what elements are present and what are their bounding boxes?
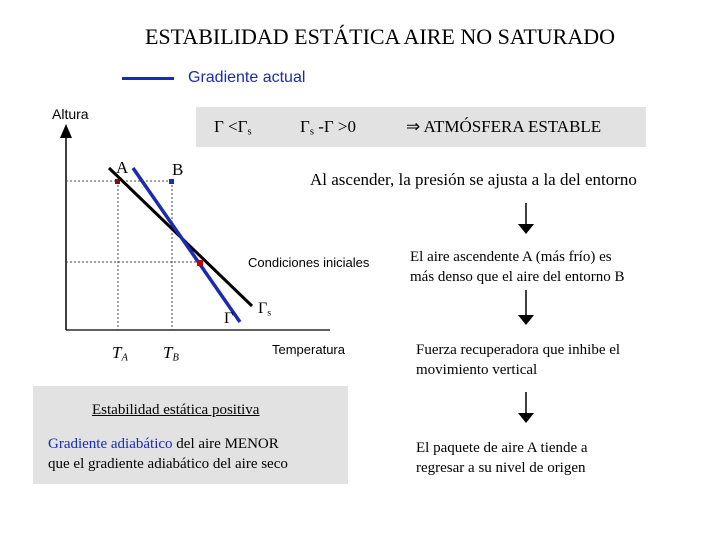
gamma-symbol: Γ bbox=[214, 117, 224, 136]
subscript-s: s bbox=[267, 307, 272, 319]
point-b-label: B bbox=[172, 160, 184, 179]
y-axis-label: Altura bbox=[52, 106, 89, 122]
temperature-symbol: T bbox=[163, 343, 173, 362]
initial-conditions-label: Condiciones iniciales bbox=[248, 255, 370, 270]
gamma-s-symbol: <Γ bbox=[228, 117, 248, 136]
page-title: ESTABILIDAD ESTÁTICA AIRE NO SATURADO bbox=[144, 24, 615, 49]
initial-conditions-marker bbox=[197, 260, 203, 266]
stable-atmosphere-result: ⇒ ATMÓSFERA ESTABLE bbox=[406, 117, 602, 136]
stability-explanation bbox=[48, 434, 288, 474]
subscript-b: B bbox=[172, 352, 179, 364]
subscript-s: s bbox=[309, 126, 314, 138]
down-arrow-1-icon bbox=[518, 224, 534, 234]
adiabatic-gradient-term: Gradiente adiabático bbox=[48, 436, 173, 452]
temperature-b-label bbox=[163, 343, 179, 364]
difference-expression: -Γ >0 bbox=[318, 117, 357, 136]
gamma-label: Γ bbox=[224, 310, 234, 327]
step-denser-air: El aire ascendente A (más frío) es más denso que el aire del entorno B bbox=[410, 249, 625, 285]
actual-lapse-line bbox=[133, 168, 240, 322]
subscript-a: A bbox=[121, 352, 128, 364]
point-a-label: A bbox=[116, 158, 129, 177]
temperature-symbol: T bbox=[112, 343, 122, 362]
temperature-a-label bbox=[112, 343, 128, 364]
parcel-a-marker bbox=[115, 179, 120, 184]
step-return-origin: El paquete de aire A tiende a regresar a su nivel de origen bbox=[416, 440, 588, 476]
step-pressure-adjust: Al ascender, la presión se ajusta a la del entorno bbox=[310, 170, 637, 189]
legend-label: Gradiente actual bbox=[188, 69, 306, 86]
stability-title: Estabilidad estática positiva bbox=[92, 402, 260, 418]
step-restoring-force: Fuerza recuperadora que inhibe el movimiento vertical bbox=[416, 342, 621, 378]
stability-line2: que el gradiente adiabático del aire seco bbox=[48, 456, 288, 472]
x-axis-label: Temperatura bbox=[272, 342, 345, 357]
gamma-s-symbol: Γ bbox=[300, 117, 310, 136]
y-axis-arrow-icon bbox=[60, 124, 72, 138]
down-arrow-3-icon bbox=[518, 413, 534, 423]
gamma-s-symbol: Γ bbox=[258, 300, 268, 317]
subscript-s: s bbox=[247, 126, 252, 138]
stability-line1-rest: del aire MENOR bbox=[172, 436, 279, 452]
gamma-s-label bbox=[258, 300, 271, 318]
down-arrow-2-icon bbox=[518, 315, 534, 325]
